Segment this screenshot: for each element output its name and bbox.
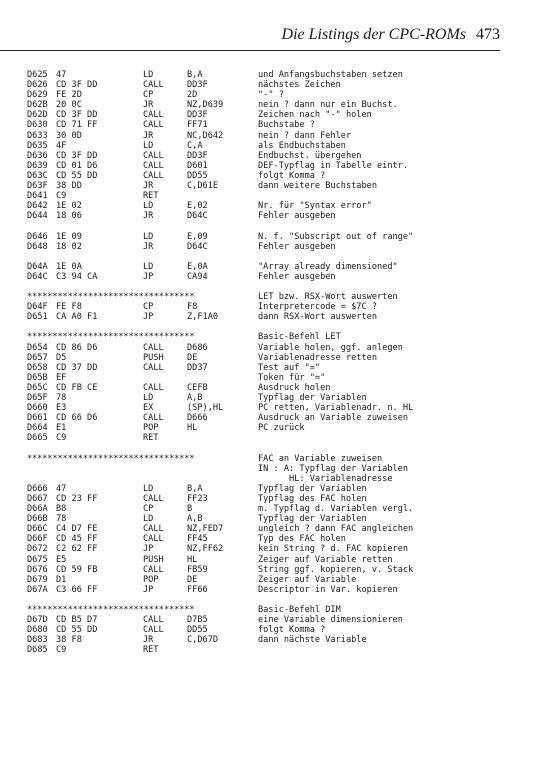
address: D651 [27, 312, 48, 323]
opcode-bytes: CD B5 D7 [56, 615, 98, 626]
operand: CEFB [187, 382, 208, 393]
code-line [27, 403, 527, 413]
opcode-bytes: 4F [56, 140, 67, 151]
blank-line [27, 443, 527, 453]
opcode-bytes: 1E 09 [56, 231, 82, 242]
code-line [27, 555, 527, 565]
code-line [27, 494, 527, 504]
address: D675 [27, 554, 48, 565]
blank-line [27, 322, 527, 332]
operand: FF45 [187, 534, 208, 545]
comment: Fehler ausgeben [258, 271, 336, 282]
comment: eine Variable dimensionieren [258, 615, 403, 626]
comment: folgt Komma ? [258, 625, 326, 636]
section-title: Basic-Befehl LET [258, 332, 341, 343]
operand: NZ,FED7 [187, 524, 224, 535]
opcode-bytes: 1E 0A [56, 261, 82, 272]
address: D65F [27, 393, 48, 403]
opcode-bytes: 30 0D [56, 130, 82, 141]
opcode-bytes: FE 2D [56, 90, 82, 101]
opcode-bytes: 78 [56, 393, 67, 403]
comment: dann RSX-Wort auswerten [258, 312, 377, 323]
opcode-bytes: CD 37 DD [56, 362, 98, 373]
comment: Buchstabe ? [258, 120, 315, 131]
address: D680 [27, 625, 48, 636]
operand: D64C [187, 241, 208, 252]
address: D635 [27, 140, 48, 151]
code-line [27, 171, 527, 181]
opcode-bytes: B8 [56, 504, 67, 515]
comment: Nr. für "Syntax error" [258, 201, 372, 212]
operand: CA94 [187, 271, 208, 282]
operand: F8 [187, 302, 198, 313]
address: D66F [27, 534, 48, 545]
mnemonic: JP [143, 271, 154, 282]
operand: FF71 [187, 120, 208, 131]
operand: A,B [187, 514, 203, 525]
mnemonic: JR [143, 635, 154, 646]
address: D65B [27, 372, 48, 383]
blank-line [27, 221, 527, 231]
mnemonic: LD [143, 393, 154, 403]
mnemonic: JR [143, 130, 154, 141]
opcode-bytes: CD 66 D6 [56, 413, 98, 424]
code-line [27, 70, 527, 80]
comment: Ausdruck holen [258, 382, 331, 393]
mnemonic: JR [143, 181, 154, 192]
operand: NZ,D639 [187, 100, 224, 111]
comment: nein ? dann nur ein Buchst. [258, 100, 398, 111]
opcode-bytes: C2 62 FF [56, 544, 98, 555]
comment: "Array already dimensioned" [258, 261, 398, 272]
code-line [27, 464, 527, 474]
section-heading [27, 332, 527, 342]
opcode-bytes: C4 D7 FE [56, 524, 98, 535]
operand: A,B [187, 393, 203, 403]
mnemonic: JR [143, 241, 154, 252]
address: D646 [27, 231, 48, 242]
mnemonic: CALL [143, 493, 164, 504]
mnemonic: CALL [143, 150, 164, 161]
opcode-bytes: D5 [56, 352, 67, 363]
mnemonic: CALL [143, 110, 164, 121]
address: D672 [27, 544, 48, 555]
address: D67A [27, 584, 48, 595]
address: D642 [27, 201, 48, 212]
opcode-bytes: E1 [56, 423, 67, 434]
code-line [27, 484, 527, 494]
address: D636 [27, 150, 48, 161]
opcode-bytes: 18 02 [56, 241, 82, 252]
mnemonic: JR [143, 211, 154, 222]
code-line [27, 120, 527, 130]
operand: DD3F [187, 80, 208, 91]
code-line [27, 625, 527, 635]
code-line [27, 141, 527, 151]
mnemonic: JR [143, 100, 154, 111]
mnemonic: JP [143, 312, 154, 323]
comment: "-" ? [258, 90, 284, 101]
address: D66B [27, 514, 48, 525]
separator-stars: ********************************* [27, 292, 195, 303]
page-number: 473 [476, 26, 500, 43]
operand: (SP),HL [187, 403, 224, 414]
mnemonic: CALL [143, 120, 164, 131]
section-title: FAC an Variable zuweisen [258, 453, 383, 464]
operand: E,09 [187, 231, 208, 242]
mnemonic: LD [143, 483, 154, 494]
code-line [27, 262, 527, 272]
operand: D601 [187, 160, 208, 171]
comment: Typflag des FAC holen [258, 493, 367, 504]
code-line [27, 312, 527, 322]
code-line [27, 575, 527, 585]
mnemonic: RET [143, 191, 159, 202]
comment: Zeiger auf Variable retten [258, 554, 393, 565]
address: D66C [27, 524, 48, 535]
comment: DEF-Typflag in Tabelle eintr. [258, 160, 409, 171]
mnemonic: CALL [143, 80, 164, 91]
address: D660 [27, 403, 48, 414]
code-line [27, 565, 527, 575]
code-line [27, 423, 527, 433]
opcode-bytes: C9 [56, 191, 67, 202]
comment: kein String ? d. FAC kopieren [258, 544, 409, 555]
mnemonic: CALL [143, 382, 164, 393]
mnemonic: CALL [143, 625, 164, 636]
comment: Endbuchst. übergehen [258, 150, 362, 161]
mnemonic: CP [143, 90, 154, 101]
comment: dann nächste Variable [258, 635, 367, 646]
address: D629 [27, 90, 48, 101]
comment: Typflag der Variablen [258, 514, 367, 525]
comment: Typflag der Variablen [258, 393, 367, 403]
operand: DD55 [187, 170, 208, 181]
comment: PC retten, Variablenadr. n. HL [258, 403, 414, 414]
separator-stars: ********************************* [27, 453, 195, 464]
address: D67D [27, 615, 48, 626]
page-header [0, 26, 500, 51]
opcode-bytes: E5 [56, 554, 67, 565]
opcode-bytes: EF [56, 372, 67, 383]
opcode-bytes: C3 66 FF [56, 584, 98, 595]
code-line [27, 585, 527, 595]
code-line [27, 131, 527, 141]
blank-line [27, 282, 527, 292]
address: D625 [27, 70, 48, 80]
mnemonic: EX [143, 403, 154, 414]
operand: DD55 [187, 625, 208, 636]
address: D676 [27, 564, 48, 575]
code-line [27, 645, 527, 655]
mnemonic: CALL [143, 342, 164, 353]
address: D64F [27, 302, 48, 313]
code-line [27, 110, 527, 120]
code-line [27, 353, 527, 363]
comment: Variablenadresse retten [258, 352, 377, 363]
code-line [27, 151, 527, 161]
operand: C,D67D [187, 635, 219, 646]
operand: DD3F [187, 150, 208, 161]
opcode-bytes: C3 94 CA [56, 271, 98, 282]
address: D658 [27, 362, 48, 373]
mnemonic: CALL [143, 534, 164, 545]
code-line [27, 393, 527, 403]
operand: DD3F [187, 110, 208, 121]
comment: HL: Variablenadresse [258, 473, 393, 484]
operand: NZ,FF62 [187, 544, 224, 555]
opcode-bytes: CA A0 F1 [56, 312, 98, 323]
opcode-bytes: CD 01 D6 [56, 160, 98, 171]
comment: dann weitere Buchstaben [258, 181, 377, 192]
code-line [27, 363, 527, 373]
code-line [27, 100, 527, 110]
code-line [27, 383, 527, 393]
section-heading [27, 454, 527, 464]
comment: Descriptor in Var. kopieren [258, 584, 398, 595]
operand: C,A [187, 140, 203, 151]
comment: m. Typflag d. Variablen vergl. [258, 504, 414, 515]
mnemonic: CALL [143, 170, 164, 181]
opcode-bytes: D1 [56, 574, 67, 585]
operand: D7B5 [187, 615, 208, 626]
mnemonic: CALL [143, 524, 164, 535]
code-line [27, 514, 527, 524]
mnemonic: JP [143, 544, 154, 555]
address: D633 [27, 130, 48, 141]
address: D62D [27, 110, 48, 121]
operand: C,D61E [187, 181, 219, 192]
comment: Typ des FAC holen [258, 534, 346, 545]
code-line [27, 272, 527, 282]
operand: B,A [187, 483, 203, 494]
mnemonic: CALL [143, 160, 164, 171]
code-line [27, 242, 527, 252]
code-line [27, 615, 527, 625]
opcode-bytes: CD 45 FF [56, 534, 98, 545]
mnemonic: POP [143, 574, 159, 585]
mnemonic: LD [143, 140, 154, 151]
comment: N. f. "Subscript out of range" [258, 231, 414, 242]
opcode-bytes: CD 3F DD [56, 150, 98, 161]
comment: Test auf "=" [258, 362, 321, 373]
operand: HL [187, 423, 198, 434]
operand: FF66 [187, 584, 208, 595]
address: D666 [27, 483, 48, 494]
operand: D666 [187, 413, 208, 424]
operand: FF23 [187, 493, 208, 504]
operand: DE [187, 352, 198, 363]
mnemonic: LD [143, 70, 154, 80]
opcode-bytes: 38 DD [56, 181, 82, 192]
address: D654 [27, 342, 48, 353]
blank-line [27, 252, 527, 262]
comment: Zeichen nach "-" holen [258, 110, 372, 121]
mnemonic: LD [143, 261, 154, 272]
mnemonic: CP [143, 302, 154, 313]
comment: PC zurück [258, 423, 305, 434]
comment: nein ? dann Fehler [258, 130, 352, 141]
comment: Fehler ausgeben [258, 211, 336, 222]
page-title: Die Listings der CPC-ROMs [281, 26, 466, 43]
comment: Variable holen, ggf. anlegen [258, 342, 403, 353]
mnemonic: CP [143, 504, 154, 515]
address: D664 [27, 423, 48, 434]
address: D66A [27, 504, 48, 515]
opcode-bytes: CD 71 FF [56, 120, 98, 131]
address: D667 [27, 493, 48, 504]
comment: folgt Komma ? [258, 170, 326, 181]
address: D657 [27, 352, 48, 363]
operand: NC,D642 [187, 130, 224, 141]
address: D639 [27, 160, 48, 171]
opcode-bytes: CD FB CE [56, 382, 98, 393]
address: D679 [27, 574, 48, 585]
mnemonic: CALL [143, 413, 164, 424]
comment: Fehler ausgeben [258, 241, 336, 252]
code-line [27, 191, 527, 201]
operand: FB59 [187, 564, 208, 575]
operand: E,0A [187, 261, 208, 272]
comment: IN : A: Typflag der Variablen [258, 463, 409, 474]
mnemonic: RET [143, 433, 159, 444]
section-title: LET bzw. RSX-Wort auswerten [258, 292, 398, 303]
code-line [27, 80, 527, 90]
assembly-listing [27, 70, 527, 655]
code-line [27, 373, 527, 383]
opcode-bytes: CD 3F DD [56, 110, 98, 121]
mnemonic: PUSH [143, 352, 164, 363]
opcode-bytes: CD 55 DD [56, 625, 98, 636]
address: D630 [27, 120, 48, 131]
address: D626 [27, 80, 48, 91]
section-heading [27, 292, 527, 302]
mnemonic: CALL [143, 564, 164, 575]
address: D685 [27, 645, 48, 656]
operand: DE [187, 574, 198, 585]
address: D661 [27, 413, 48, 424]
code-line [27, 90, 527, 100]
section-title: Basic-Befehl DIM [258, 604, 341, 615]
code-line [27, 211, 527, 221]
code-line [27, 474, 527, 484]
code-line [27, 232, 527, 242]
code-line [27, 534, 527, 544]
opcode-bytes: 20 0C [56, 100, 82, 111]
code-line [27, 161, 527, 171]
operand: 2D [187, 90, 198, 101]
opcode-bytes: 38 F8 [56, 635, 82, 646]
operand: B,A [187, 70, 203, 80]
opcode-bytes: 78 [56, 514, 67, 525]
code-line [27, 504, 527, 514]
section-heading [27, 605, 527, 615]
address: D62B [27, 100, 48, 111]
address: D641 [27, 191, 48, 202]
address: D644 [27, 211, 48, 222]
operand: E,02 [187, 201, 208, 212]
opcode-bytes: 47 [56, 70, 67, 80]
operand: HL [187, 554, 198, 565]
opcode-bytes: CD 55 DD [56, 170, 98, 181]
comment: ungleich ? dann FAC angleichen [258, 524, 414, 535]
comment: String ggf. kopieren, v. Stack [258, 564, 414, 575]
comment: und Anfangsbuchstaben setzen [258, 70, 403, 80]
address: D648 [27, 241, 48, 252]
code-line [27, 544, 527, 554]
address: D65C [27, 382, 48, 393]
mnemonic: PUSH [143, 554, 164, 565]
code-line [27, 524, 527, 534]
address: D63C [27, 170, 48, 181]
code-line [27, 433, 527, 443]
code-line [27, 201, 527, 211]
opcode-bytes: CD 23 FF [56, 493, 98, 504]
operand: D686 [187, 342, 208, 353]
code-line [27, 181, 527, 191]
mnemonic: LD [143, 201, 154, 212]
comment: Ausdruck an Variable zuweisen [258, 413, 409, 424]
operand: D64C [187, 211, 208, 222]
comment: Typflag der Variablen [258, 483, 367, 494]
opcode-bytes: E3 [56, 403, 67, 414]
comment: Zeiger auf Variable [258, 574, 357, 585]
mnemonic: CALL [143, 362, 164, 373]
code-line [27, 635, 527, 645]
opcode-bytes: CD 86 D6 [56, 342, 98, 353]
opcode-bytes: FE F8 [56, 302, 82, 313]
comment: Token für "=" [258, 372, 326, 383]
mnemonic: POP [143, 423, 159, 434]
mnemonic: CALL [143, 615, 164, 626]
address: D64A [27, 261, 48, 272]
separator-stars: ********************************* [27, 604, 195, 615]
code-line [27, 302, 527, 312]
opcode-bytes: 18 06 [56, 211, 82, 222]
comment: Interpretercode = $7C ? [258, 302, 377, 313]
opcode-bytes: CD 59 FB [56, 564, 98, 575]
blank-line [27, 595, 527, 605]
comment: nächstes Zeichen [258, 80, 341, 91]
code-line [27, 413, 527, 423]
operand: DD37 [187, 362, 208, 373]
separator-stars: ********************************* [27, 332, 195, 343]
operand: Z,F1A0 [187, 312, 219, 323]
address: D64C [27, 271, 48, 282]
opcode-bytes: C9 [56, 645, 67, 656]
code-line [27, 343, 527, 353]
comment: als Endbuchstaben [258, 140, 346, 151]
address: D683 [27, 635, 48, 646]
mnemonic: LD [143, 514, 154, 525]
address: D63F [27, 181, 48, 192]
mnemonic: JP [143, 584, 154, 595]
operand: B [187, 504, 193, 515]
address: D665 [27, 433, 48, 444]
opcode-bytes: 47 [56, 483, 67, 494]
opcode-bytes: 1E 02 [56, 201, 82, 212]
mnemonic: RET [143, 645, 159, 656]
opcode-bytes: C9 [56, 433, 67, 444]
opcode-bytes: CD 3F DD [56, 80, 98, 91]
mnemonic: LD [143, 231, 154, 242]
